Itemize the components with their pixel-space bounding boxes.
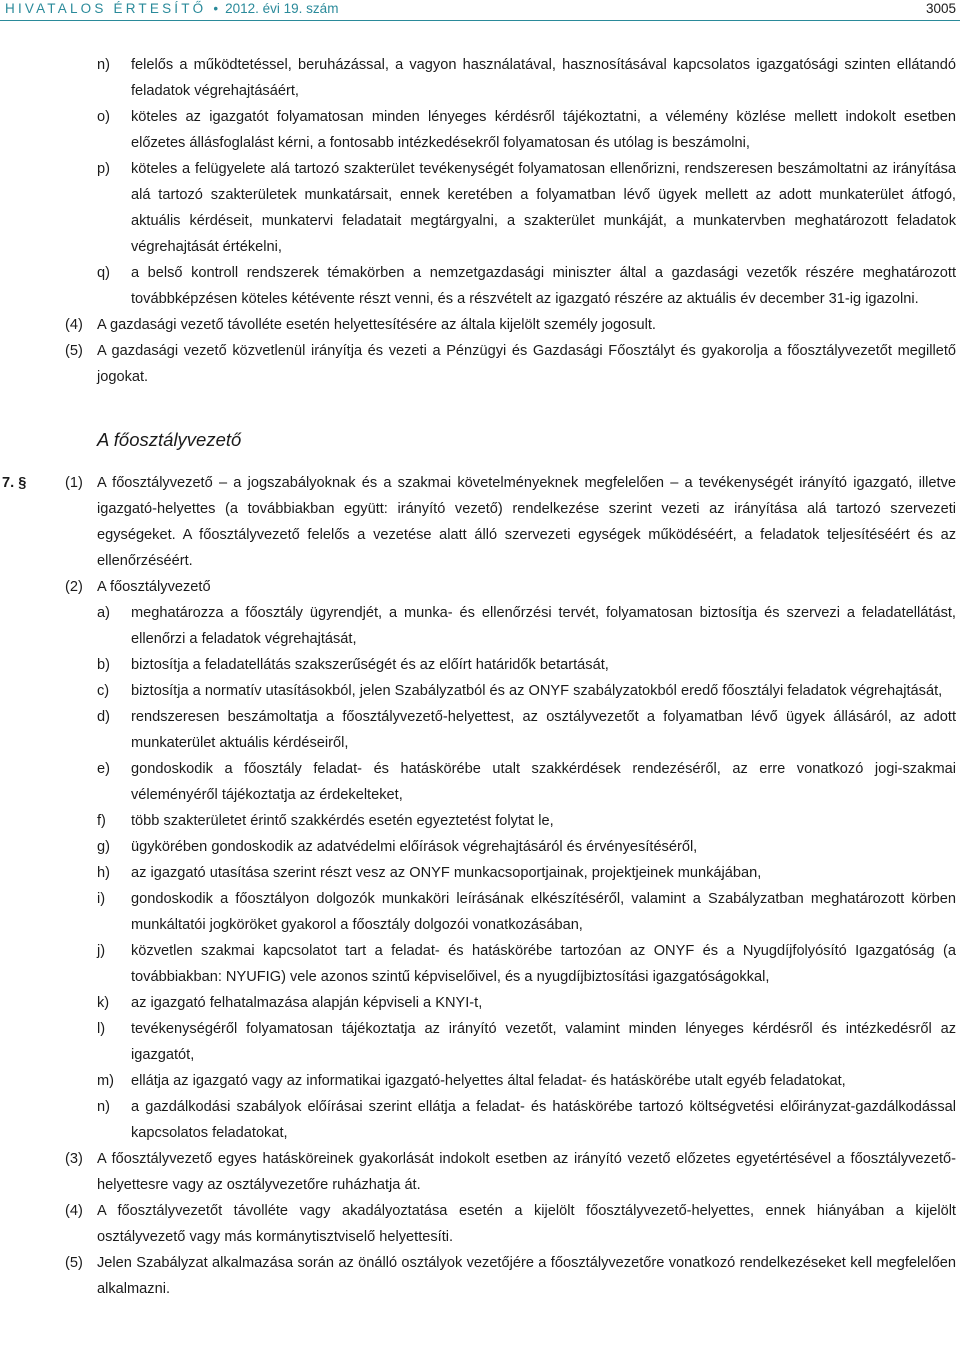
item-text: köteles a felügyelete alá tartozó szakterület tevékenységét folyamatosan ellenőrizni, rendszeresen beszámoltatni az irányítása alá tartozó szakterületek munkatársait, ennek keretében a folyamatban lévő ügyek mellett az adott munkaterület átfogó, aktuális kérdéseit, munkatervi feladatait megtárgyalni, a szakterület munkáját, a munkatervben meghatározott feladatok végrehajtását értékelni, bbox=[131, 161, 956, 255]
list-item-n2 bbox=[0, 1094, 960, 1146]
section-paragraph-3 bbox=[0, 1146, 960, 1198]
list-item-f bbox=[0, 808, 960, 834]
issue-label: 2012. évi 19. szám bbox=[225, 1, 339, 16]
paragraph-text: A főosztályvezető egyes hatásköreinek gyakorlását indokolt esetben az irányító vezető előzetes egyetértésével a főosztályvezető-helyettesre vagy az osztályvezetőre ruházhatja át. bbox=[97, 1151, 956, 1193]
list-item-k bbox=[0, 990, 960, 1016]
header-divider bbox=[0, 20, 960, 21]
item-marker: c) bbox=[97, 683, 110, 699]
paragraph-marker: (4) bbox=[65, 317, 83, 333]
paragraph-marker: (5) bbox=[65, 1255, 83, 1271]
document-body bbox=[0, 52, 960, 1302]
item-text: gondoskodik a főosztály feladat- és hatáskörébe utalt szakkérdések rendezéséről, az erre vonatkozó jogi-szakmai véleményéről tájékoztatja az érdekelteket, bbox=[131, 761, 956, 803]
list-item-o bbox=[0, 104, 960, 156]
item-marker: o) bbox=[97, 109, 110, 125]
paragraph-4 bbox=[0, 312, 960, 338]
section-paragraph-1 bbox=[0, 470, 960, 574]
item-text: ügykörében gondoskodik az adatvédelmi előírások végrehajtásáról és érvényesítéséről, bbox=[131, 839, 698, 855]
item-text: meghatározza a főosztály ügyrendjét, a munka- és ellenőrzési tervét, folyamatosan biztosítja és szervezi a feladatellátást, ellenőrzi a feladatok végrehajtását, bbox=[131, 605, 956, 647]
section-number: 7. § bbox=[2, 475, 27, 491]
paragraph-text: A gazdasági vezető távolléte esetén helyettesítésére az általa kijelölt személy jogosult. bbox=[97, 317, 656, 333]
list-item-p bbox=[0, 156, 960, 260]
item-marker: g) bbox=[97, 839, 110, 855]
list-item-g bbox=[0, 834, 960, 860]
section-paragraph-5 bbox=[0, 1250, 960, 1302]
item-marker: j) bbox=[97, 943, 106, 959]
item-marker: p) bbox=[97, 161, 110, 177]
paragraph-text: A gazdasági vezető közvetlenül irányítja és vezeti a Pénzügyi és Gazdasági Főosztályt és gyakorolja a főosztályvezetőt megillető jogokat. bbox=[97, 343, 956, 385]
header-separator: • bbox=[213, 1, 219, 16]
item-text: gondoskodik a főosztályon dolgozók munkaköri leírásának elkészítéséről, valamint a Szabályzatban meghatározott körben munkáltatói jogköröket gyakorol a főosztály dolgozói vonatkozásában, bbox=[131, 891, 956, 933]
paragraph-text: Jelen Szabályzat alkalmazása során az önálló osztályok vezetőjére a főosztályvezetőre vonatkozó rendelkezéseket kell megfelelően alkalmazni. bbox=[97, 1255, 956, 1297]
item-marker: f) bbox=[97, 813, 106, 829]
paragraph-text: A főosztályvezető – a jogszabályoknak és a szakmai követelményeknek megfelelően – a tevékenységét irányító igazgató, illetve igazgató-helyettes (a továbbiakban együtt: irányító vezető) rendelkezése szerint vezeti az irányítása alá tartozó szervezeti egységeket. A főosztályvezető felelős a vezetése alatt álló szervezeti egységek működéséért, a feladatok teljesítéséért és az ellenőrzéséért. bbox=[97, 475, 956, 569]
item-text: rendszeresen beszámoltatja a főosztályvezető-helyettest, az osztályvezetőt a folyamatban lévő ügyek állásáról, az adott munkaterület aktuális kérdéseiről, bbox=[131, 709, 956, 751]
item-text: biztosítja a normatív utasításokból, jelen Szabályzatból és az ONYF szabályzatokból eredő főosztályi feladatok végrehajtását, bbox=[131, 683, 943, 699]
item-marker: i) bbox=[97, 891, 106, 907]
header-left bbox=[5, 0, 338, 18]
item-marker: e) bbox=[97, 761, 110, 777]
item-text: biztosítja a feladatellátás szakszerűségét és az előírt határidők betartását, bbox=[131, 657, 609, 673]
item-marker: h) bbox=[97, 865, 110, 881]
running-header bbox=[0, 0, 960, 18]
list-item-h bbox=[0, 860, 960, 886]
item-marker: k) bbox=[97, 995, 110, 1011]
list-item-b bbox=[0, 652, 960, 678]
item-text: köteles az igazgatót folyamatosan minden lényeges kérdésről tájékoztatni, a vélemény közlése mellett indokolt esetben előzetes állásfoglalást kérni, a fontosabb intézkedésekről folyamatosan és utólag is beszámolni, bbox=[131, 109, 956, 151]
list-item-e bbox=[0, 756, 960, 808]
item-text: ellátja az igazgató vagy az informatikai igazgató-helyettes által feladat- és hatáskörébe utalt egyéb feladatokat, bbox=[131, 1073, 846, 1089]
item-text: közvetlen szakmai kapcsolatot tart a feladat- és hatáskörébe tartozóan az ONYF és a Nyugdíjfolyósító Igazgatóság (a továbbiakban: NYUFIG) vele azonos szintű képviselőivel, és a nyugdíjbiztosítási igazgatóságokkal, bbox=[131, 943, 956, 985]
item-marker: l) bbox=[97, 1021, 106, 1037]
item-marker: d) bbox=[97, 709, 110, 725]
section-paragraph-4 bbox=[0, 1198, 960, 1250]
section-title: A főosztályvezető bbox=[97, 429, 242, 450]
item-marker: b) bbox=[97, 657, 110, 673]
paragraph-marker: (4) bbox=[65, 1203, 83, 1219]
item-text: felelős a működtetéssel, beruházással, a vagyon használatával, hasznosításával kapcsolatos igazgatósági szinten ellátandó feladatok végrehajtásáért, bbox=[131, 57, 956, 99]
list-item-d bbox=[0, 704, 960, 756]
item-text: az igazgató felhatalmazása alapján képviseli a KNYI-t, bbox=[131, 995, 483, 1011]
item-text: a gazdálkodási szabályok előírásai szerint ellátja a feladat- és hatáskörébe tartozó költségvetési előirányzat-gazdálkodással kapcsolatos feladatokat, bbox=[131, 1099, 956, 1141]
paragraph-marker: (3) bbox=[65, 1151, 83, 1167]
paragraph-marker: (1) bbox=[65, 475, 83, 491]
list-item-a bbox=[0, 600, 960, 652]
list-item-i bbox=[0, 886, 960, 938]
list-item-c bbox=[0, 678, 960, 704]
item-marker: q) bbox=[97, 265, 110, 281]
item-marker: n) bbox=[97, 1099, 110, 1115]
item-text: tevékenységéről folyamatosan tájékoztatja az irányító vezetőt, valamint minden lényeges kérdésről és intézkedésről az igazgatót, bbox=[131, 1021, 956, 1063]
item-marker: n) bbox=[97, 57, 110, 73]
paragraph-5 bbox=[0, 338, 960, 390]
list-item-q bbox=[0, 260, 960, 312]
journal-title: HIVATALOS ÉRTESÍTŐ bbox=[5, 1, 207, 16]
paragraph-marker: (2) bbox=[65, 579, 83, 595]
list-item-l bbox=[0, 1016, 960, 1068]
paragraph-text: A főosztályvezető bbox=[97, 579, 211, 595]
item-marker: m) bbox=[97, 1073, 115, 1089]
item-text: a belső kontroll rendszerek témakörben a nemzetgazdasági miniszter által a gazdasági vezetők részére meghatározott továbbképzésen köteles kétévente részt venni, és a részvételt az igazgató részére az aktuális év december 31-ig igazolni. bbox=[131, 265, 956, 307]
list-item-n bbox=[0, 52, 960, 104]
item-text: az igazgató utasítása szerint részt vesz az ONYF munkacsoportjainak, projektjeinek munkájában, bbox=[131, 865, 762, 881]
item-marker: a) bbox=[97, 605, 110, 621]
paragraph-text: A főosztályvezetőt távolléte vagy akadályoztatása esetén a kijelölt főosztályvezető-helyettes, ennek hiányában a kijelölt osztályvezető vagy más kormánytisztviselő helyettesíti. bbox=[97, 1203, 956, 1245]
list-item-j bbox=[0, 938, 960, 990]
page-number: 3005 bbox=[925, 1, 956, 16]
section-paragraph-2 bbox=[0, 574, 960, 600]
item-text: több szakterületet érintő szakkérdés esetén egyeztetést folytat le, bbox=[131, 813, 554, 829]
paragraph-marker: (5) bbox=[65, 343, 83, 359]
list-item-m bbox=[0, 1068, 960, 1094]
